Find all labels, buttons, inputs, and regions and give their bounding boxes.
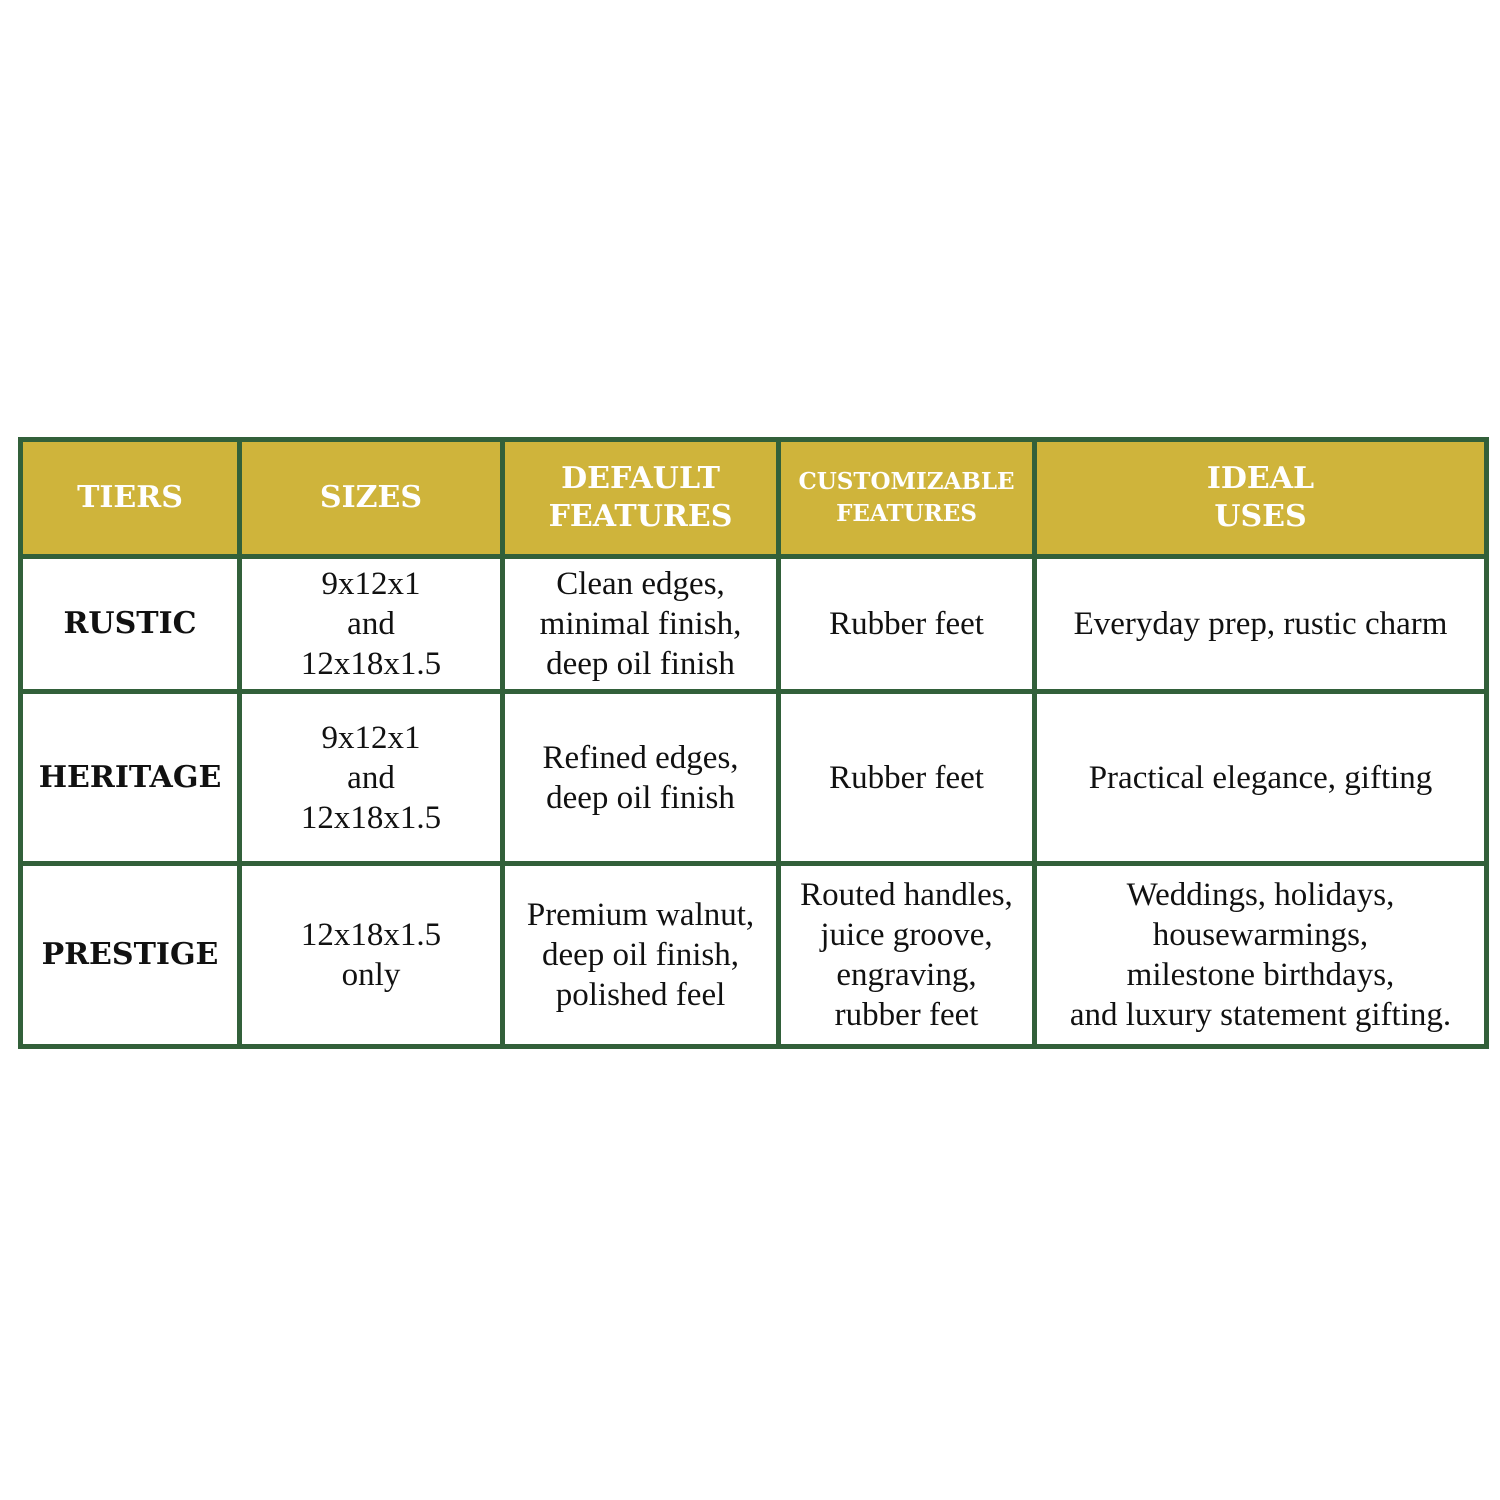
header-default-features-line1: DEFAULT [561, 461, 720, 496]
sizes-line: 9x12x1 [321, 566, 421, 602]
customizable-features-line: rubber feet [834, 997, 979, 1033]
table-row-prestige [21, 864, 1487, 1047]
header-customizable-features-line1: CUSTOMIZABLE [798, 468, 1015, 495]
customizable-features-line: juice groove, [820, 917, 993, 953]
customizable-features-line: Rubber feet [829, 606, 984, 642]
ideal-uses-line: Practical elegance, gifting [1088, 759, 1433, 796]
sizes-line: and [347, 606, 395, 642]
ideal-uses-cell [1035, 864, 1487, 1047]
default-features-line: deep oil finish [546, 779, 735, 816]
customizable-features-cell [779, 864, 1035, 1047]
sizes-line: 12x18x1.5 [300, 799, 442, 836]
ideal-uses-cell [1035, 557, 1487, 692]
tier-name-cell: HERITAGE [21, 692, 240, 864]
customizable-features-cell [779, 557, 1035, 692]
sizes-line: 12x18x1.5 [300, 917, 442, 953]
header-tiers-text: TIERS [77, 480, 183, 515]
tier-comparison-table-wrapper [18, 437, 1484, 1049]
tier-name-cell: RUSTIC [21, 557, 240, 692]
sizes-line: only [341, 957, 401, 993]
ideal-uses-line: milestone birthdays, [1126, 957, 1395, 993]
header-customizable-features [779, 440, 1035, 557]
ideal-uses-line: and luxury statement gifting. [1069, 997, 1452, 1033]
sizes-line: 12x18x1.5 [300, 646, 442, 682]
default-features-line: deep oil finish [546, 646, 735, 682]
sizes-line: 9x12x1 [321, 719, 421, 756]
table-row-rustic [21, 557, 1487, 692]
default-features-line: deep oil finish, [541, 937, 740, 973]
customizable-features-cell [779, 692, 1035, 864]
header-ideal-uses-line2: USES [1214, 499, 1307, 534]
sizes-cell [240, 557, 503, 692]
header-sizes-text: SIZES [319, 480, 423, 515]
header-sizes [240, 440, 503, 557]
header-row [21, 440, 1487, 557]
sizes-cell [240, 864, 503, 1047]
ideal-uses-line: Everyday prep, rustic charm [1073, 606, 1448, 642]
header-default-features [503, 440, 779, 557]
default-features-cell [503, 864, 779, 1047]
header-ideal-uses-line1: IDEAL [1206, 461, 1315, 496]
default-features-line: polished feel [555, 977, 726, 1013]
header-default-features-line2: FEATURES [548, 499, 733, 534]
sizes-cell [240, 692, 503, 864]
default-features-cell [503, 557, 779, 692]
ideal-uses-cell [1035, 692, 1487, 864]
ideal-uses-line: Weddings, holidays, [1126, 877, 1395, 913]
tier-name-cell: PRESTIGE [21, 864, 240, 1047]
customizable-features-line: engraving, [836, 957, 977, 993]
default-features-line: minimal finish, [539, 606, 742, 642]
sizes-line: and [347, 759, 395, 796]
default-features-line: Premium walnut, [526, 897, 755, 933]
default-features-line: Clean edges, [556, 566, 725, 602]
ideal-uses-line: housewarmings, [1152, 917, 1369, 953]
default-features-line: Refined edges, [542, 739, 739, 776]
table-row-heritage [21, 692, 1487, 864]
header-customizable-features-line2: FEATURES [836, 500, 977, 527]
customizable-features-line: Routed handles, [800, 877, 1013, 913]
customizable-features-line: Rubber feet [829, 759, 984, 796]
default-features-cell [503, 692, 779, 864]
tier-comparison-table [18, 437, 1489, 1049]
header-tiers [21, 440, 240, 557]
header-ideal-uses [1035, 440, 1487, 557]
